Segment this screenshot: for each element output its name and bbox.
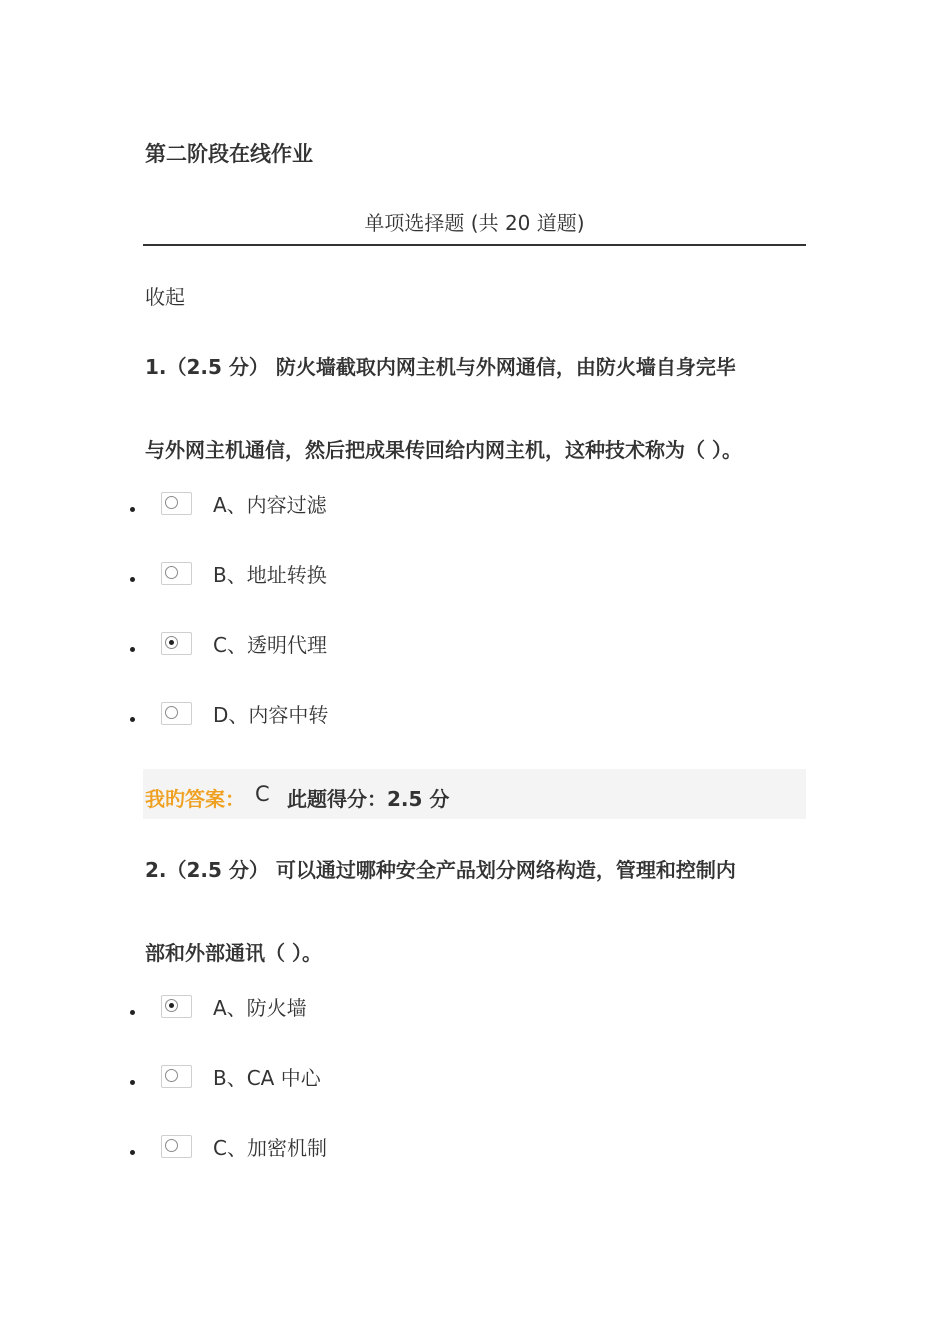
bullet-icon [130, 1010, 135, 1015]
radio-button-icon[interactable] [165, 1139, 178, 1152]
section-title: 单项选择题 (共 20 道题) [364, 211, 585, 235]
bullet-icon [130, 577, 135, 582]
bullet-icon [130, 507, 135, 512]
question-2-option-b[interactable] [130, 1068, 530, 1098]
collapse-link[interactable]: 收起 [145, 285, 185, 309]
question-2-text-line-2: 部和外部通讯（ ）。 [145, 941, 322, 965]
question-2-text-line-1: 2.（2.5 分） 可以通过哪种安全产品划分网络构造，管理和控制内 [145, 858, 736, 882]
option-label: C、加密机制 [213, 1136, 327, 1160]
option-label: D、内容中转 [213, 703, 329, 727]
radio-frame[interactable] [161, 1065, 192, 1088]
radio-button-icon[interactable] [165, 706, 178, 719]
section-divider [143, 244, 806, 246]
question-score: 此题得分：2.5 分 [287, 787, 450, 811]
option-label: A、防火墙 [213, 996, 307, 1020]
question-1-option-b[interactable] [130, 565, 530, 595]
my-answer-value: C [255, 782, 270, 806]
question-2-option-a[interactable] [130, 998, 530, 1028]
radio-button-icon[interactable] [165, 496, 178, 509]
question-2-option-c[interactable] [130, 1138, 530, 1168]
option-label: C、透明代理 [213, 633, 327, 657]
bullet-icon [130, 1150, 135, 1155]
question-1-text-line-2: 与外网主机通信，然后把成果传回给内网主机，这种技术称为（ ）。 [145, 438, 742, 462]
option-label: B、CA 中心 [213, 1066, 321, 1090]
radio-frame[interactable] [161, 995, 192, 1018]
radio-button-icon[interactable] [165, 566, 178, 579]
radio-frame[interactable] [161, 562, 192, 585]
radio-frame[interactable] [161, 702, 192, 725]
bullet-icon [130, 647, 135, 652]
question-1-option-c[interactable] [130, 635, 530, 665]
question-1-option-a[interactable] [130, 495, 530, 525]
my-answer-label: 我旳答案： [145, 787, 245, 811]
option-label: B、地址转换 [213, 563, 327, 587]
bullet-icon [130, 1080, 135, 1085]
radio-button-checked-icon[interactable] [165, 999, 178, 1012]
radio-button-icon[interactable] [165, 1069, 178, 1082]
question-1-text-line-1: 1.（2.5 分） 防火墙截取内网主机与外网通信，由防火墙自身完毕 [145, 355, 736, 379]
option-label: A、内容过滤 [213, 493, 327, 517]
radio-frame[interactable] [161, 492, 192, 515]
bullet-icon [130, 717, 135, 722]
radio-frame[interactable] [161, 1135, 192, 1158]
radio-button-checked-icon[interactable] [165, 636, 178, 649]
question-1-option-d[interactable] [130, 705, 530, 735]
radio-frame[interactable] [161, 632, 192, 655]
page-title: 第二阶段在线作业 [145, 142, 313, 166]
answer-bar [143, 769, 806, 819]
